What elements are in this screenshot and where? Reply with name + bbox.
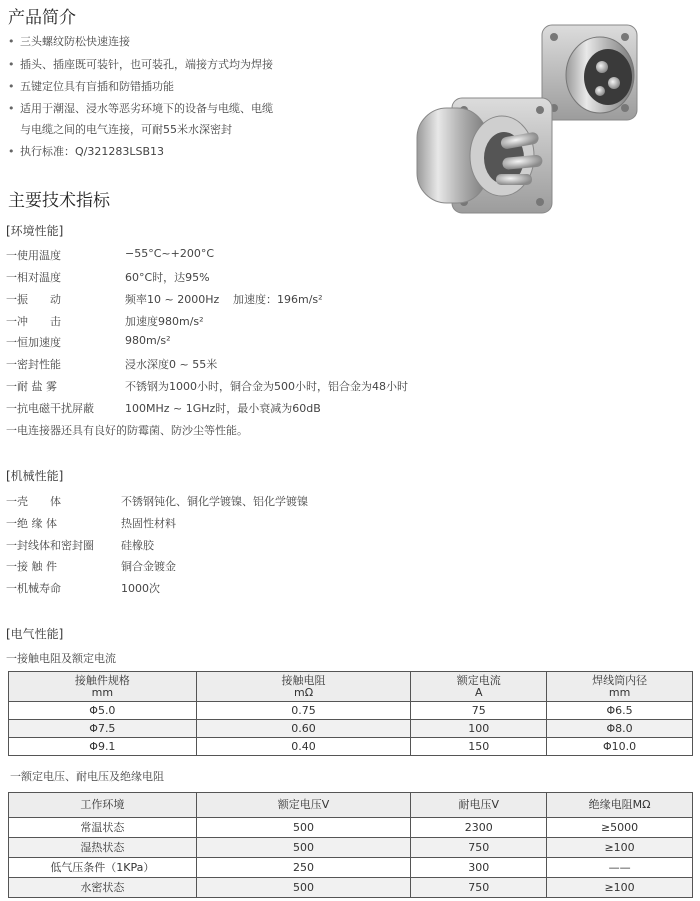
table-row: 常温状态 500 2300 ≥5000 bbox=[9, 818, 693, 838]
intro-title: 产品简介 bbox=[8, 8, 76, 28]
intro-bullet: • 执行标准：Q/321283LSB13 bbox=[8, 145, 165, 158]
connector-photo bbox=[412, 20, 700, 220]
mech-heading: [机械性能] bbox=[6, 469, 64, 483]
table-header-row bbox=[9, 672, 693, 702]
env-row: 一密封性能 浸水深度0 ~ 55米 bbox=[6, 358, 218, 371]
table-row: Φ7.5 0.60 100 Φ8.0 bbox=[9, 720, 693, 738]
table2-caption: 一额定电压、耐电压及绝缘电阻 bbox=[10, 770, 164, 783]
env-row: 一使用温度 −55°C~+200°C bbox=[6, 247, 215, 262]
intro-bullet: • 适用于潮湿、浸水等恶劣环境下的设备与电缆、电缆 bbox=[8, 102, 273, 115]
mech-row: 一接 触 件 铜合金镀金 bbox=[6, 560, 176, 573]
env-row: 一恒加速度 980m/s² bbox=[6, 334, 171, 349]
mech-row: 一机械寿命 1000次 bbox=[6, 582, 160, 595]
table-header-cell: 焊线筒内径 mm bbox=[547, 672, 693, 702]
table-header-cell: 额定电流 A bbox=[411, 672, 547, 702]
table-row: Φ9.1 0.40 150 Φ10.0 bbox=[9, 738, 693, 756]
mech-row: 一壳 体 不锈钢钝化、铜化学镀镍、铝化学镀镍 bbox=[6, 495, 308, 508]
table-row: 水密状态 500 750 ≥100 bbox=[9, 878, 693, 898]
env-note: 一电连接器还具有良好的防霉菌、防沙尘等性能。 bbox=[6, 424, 248, 437]
env-heading: [环境性能] bbox=[6, 224, 64, 238]
table1-caption: 一接触电阻及额定电流 bbox=[6, 652, 116, 665]
plug-connector bbox=[417, 98, 552, 213]
table-row: 湿热状态 500 750 ≥100 bbox=[9, 838, 693, 858]
elec-heading: [电气性能] bbox=[6, 627, 64, 641]
intro-bullet-continuation: 与电缆之间的电气连接，可耐55米水深密封 bbox=[20, 123, 232, 136]
intro-bullet: • 五键定位具有盲插和防错插功能 bbox=[8, 80, 174, 93]
table-header-row: 工作环境 额定电压V 耐电压V 绝缘电阻MΩ bbox=[9, 793, 693, 818]
env-row: 一耐 盐 雾 不锈钢为1000小时，铜合金为500小时，铝合金为48小时 bbox=[6, 380, 408, 393]
mech-row: 一封线体和密封圈 硅橡胶 bbox=[6, 539, 154, 552]
env-row: 一冲 击 加速度980m/s² bbox=[6, 315, 204, 328]
intro-bullet: • 三头螺纹防松快速连接 bbox=[8, 35, 130, 48]
contact-resistance-table bbox=[8, 671, 693, 756]
env-row: 一相对温度 60°C时，达95% bbox=[6, 271, 210, 284]
table-row: Φ5.0 0.75 75 Φ6.5 bbox=[9, 702, 693, 720]
voltage-insulation-table bbox=[8, 792, 693, 898]
receptacle-connector bbox=[542, 25, 637, 120]
env-row: 一抗电磁干扰屏蔽 100MHz ~ 1GHz时，最小衰减为60dB bbox=[6, 402, 321, 415]
intro-bullet: • 插头、插座既可装针，也可装孔，端接方式均为焊接 bbox=[8, 58, 273, 71]
mech-row: 一绝 缘 体 热固性材料 bbox=[6, 517, 176, 530]
specs-title: 主要技术指标 bbox=[8, 191, 110, 211]
table-header-cell: 接触电阻 mΩ bbox=[196, 672, 411, 702]
env-row: 一振 动 频率10 ~ 2000Hz 加速度：196m/s² bbox=[6, 293, 323, 306]
table-header-cell: 接触件规格 mm bbox=[9, 672, 197, 702]
table-row: 低气压条件（1KPa） 250 300 —— bbox=[9, 858, 693, 878]
